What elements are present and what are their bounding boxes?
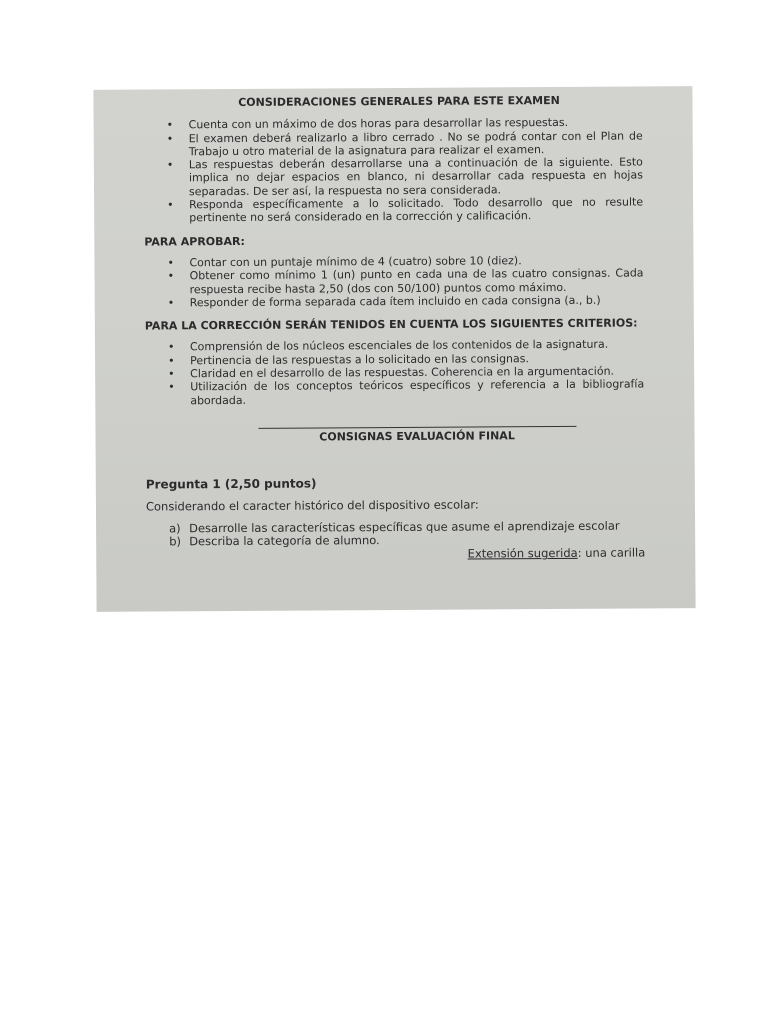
bullet-icon: •	[167, 269, 175, 283]
bullet-icon: •	[167, 198, 174, 212]
list-item: • Las respuestas deberán desarrollarse una a continuación de la siguiente. Esto implica no dejar espacios en blanco, ni desarrollar cada respuesta en hojas separadas. De ser así, la respuesta no sera considerada.	[166, 155, 643, 199]
criteria-list	[145, 338, 644, 408]
list-item: • Obtener como mínimo 1 (un) punto en cada una de las cuatro consignas. Cada respuesta recibe hasta 2,50 (dos con 50/100) puntos como máximo.	[167, 266, 644, 296]
bullet-icon: •	[168, 354, 175, 368]
list-item: • Contar con un puntaje mínimo de 4 (cuatro) sobre 10 (diez).	[167, 254, 522, 270]
extension-value: : una carilla	[577, 545, 646, 561]
bullet-icon: •	[167, 296, 175, 310]
question-title: Pregunta 1 (2,50 puntos)	[145, 476, 317, 492]
list-item: • Pertinencia de las respuestas a lo solicitado en las consignas.	[168, 351, 530, 368]
bullet-icon: •	[167, 256, 175, 270]
list-item: • Cuenta con un máximo de dos horas para desarrollar las respuestas.	[166, 116, 569, 132]
list-item: b) Describa la categoría de alumno.	[169, 533, 380, 549]
approve-title: PARA APROBAR:	[144, 234, 245, 249]
final-section-header	[145, 425, 644, 444]
list-item: a) Desarrolle las características específicas que asume el aprendizaje escolar	[169, 518, 620, 536]
bullet-icon: •	[167, 340, 175, 354]
list-item: • El examen deberá realizarlo a libro cerrado . No se podrá contar con el Plan de Trabajo u otro material de la asignatura para realizar el examen.	[166, 129, 643, 159]
bullet-icon: •	[168, 367, 175, 381]
question-items	[146, 519, 645, 549]
extension-label: Extensión sugerida	[467, 546, 578, 561]
list-item: • Claridad en el desarrollo de las respuestas. Coherencia en la argumentación.	[168, 364, 615, 381]
list-item: • Responder de forma separada cada ítem incluido en cada consigna (a., b.)	[167, 293, 601, 310]
list-item: • Responda específicamente a lo solicitado. Todo desarrollo que no resulte pertinente no será considerado en la corrección y calificación.	[167, 195, 644, 225]
general-considerations-title: CONSIDERACIONES GENERALES PARA ESTE EXAMEN	[238, 93, 560, 109]
exam-photo	[93, 86, 695, 612]
list-item: • Utilización de los conceptos teóricos específicos y referencia a la bibliografía abordada.	[168, 377, 645, 407]
bullet-icon: •	[166, 118, 174, 132]
final-title: CONSIGNAS EVALUACIÓN FINAL	[319, 429, 515, 444]
list-item: • Comprensión de los núcleos escenciales de los contenidos de la asignatura.	[167, 338, 609, 354]
criteria-title: PARA LA CORRECCIÓN SERÁN TENIDOS EN CUENTA LOS SIGUIENTES CRITERIOS:	[144, 316, 638, 333]
bullet-icon: •	[166, 131, 174, 145]
question-intro: Considerando el caracter histórico del dispositivo escolar:	[145, 497, 479, 514]
approve-list	[144, 253, 643, 309]
bullet-icon: •	[166, 158, 174, 172]
bullet-icon: •	[168, 380, 175, 394]
general-considerations-list	[144, 116, 644, 225]
suggested-extension	[146, 547, 645, 563]
